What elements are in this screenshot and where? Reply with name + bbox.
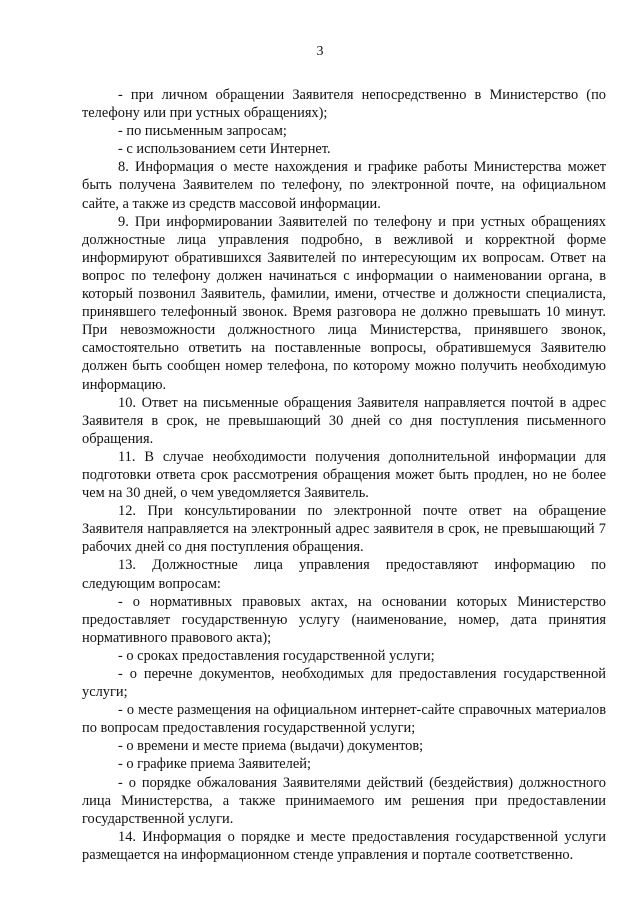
paragraph: - о порядке обжалования Заявителями действий (бездействия) должностного лица Министерства, а также принимаемого им решения при предоставлении государственной услуги. — [82, 774, 606, 827]
paragraph: 10. Ответ на письменные обращения Заявителя направляется почтой в адрес Заявителя в срок, не превышающий 30 дней со дня поступления письменного обращения. — [82, 394, 606, 447]
paragraph: 14. Информация о порядке и месте предоставления государственной услуги размещается на информационном стенде управления и портале соответственно. — [82, 828, 606, 863]
paragraph: 13. Должностные лица управления предоставляют информацию по следующим вопросам: — [82, 557, 606, 592]
paragraph: - о месте размещения на официальном интернет-сайте справочных материалов по вопросам предоставления государственной услуги; — [82, 702, 606, 737]
paragraph: 11. В случае необходимости получения дополнительной информации для подготовки ответа срок рассмотрения обращения может быть продлен, но не более чем на 30 дней, о чем уведомляется Заявитель. — [82, 448, 606, 502]
paragraph: 8. Информация о месте нахождения и графике работы Министерства может быть получена Заявителем по телефону, по электронной почте, на официальном сайте, а также из средств массовой информации. — [82, 159, 606, 212]
page-number: 3 — [316, 44, 324, 59]
paragraph: - о графике приема Заявителей; — [118, 756, 311, 773]
paragraph: 12. При консультировании по электронной почте ответ на обращение Заявителя направляется на электронный адрес заявителя в срок, не превышающий 7 рабочих дней со дня поступления обращения. — [82, 503, 606, 556]
paragraph: - при личном обращении Заявителя непосредственно в Министерство (по телефону или при устных обращениях); — [82, 87, 606, 122]
paragraph: - о времени и месте приема (выдачи) документов; — [118, 738, 424, 755]
paragraph: - о сроках предоставления государственной услуги; — [118, 647, 435, 664]
paragraph: - по письменным запросам; — [118, 123, 287, 140]
paragraph: - с использованием сети Интернет. — [118, 141, 331, 158]
paragraph: 9. При информировании Заявителей по телефону и при устных обращениях должностные лица управления подробно, в вежливой и корректной форме информируют обратившихся Заявителей по интересующим их вопросам. Ответ на вопрос по телефону должен начинаться с информации о наименовании органа, в который позвонил Заявитель, фамилии, имени, отчестве и должности специалиста, принявшего телефонный звонок. Время разговора не должно превышать 10 минут. При невозможности должностного лица Министерства, принявшего звонок, самостоятельно ответить на поставленные вопросы, обратившемуся Заявителю должен быть сообщен номер телефона, по которому можно получить необходимую информацию. — [82, 213, 606, 393]
paragraph: - о нормативных правовых актах, на основании которых Министерство предоставляет государственную услугу (наименование, номер, дата принятия нормативного правового акта); — [82, 593, 606, 646]
paragraph: - о перечне документов, необходимых для предоставления государственной услуги; — [82, 666, 606, 701]
document-body — [82, 86, 606, 864]
